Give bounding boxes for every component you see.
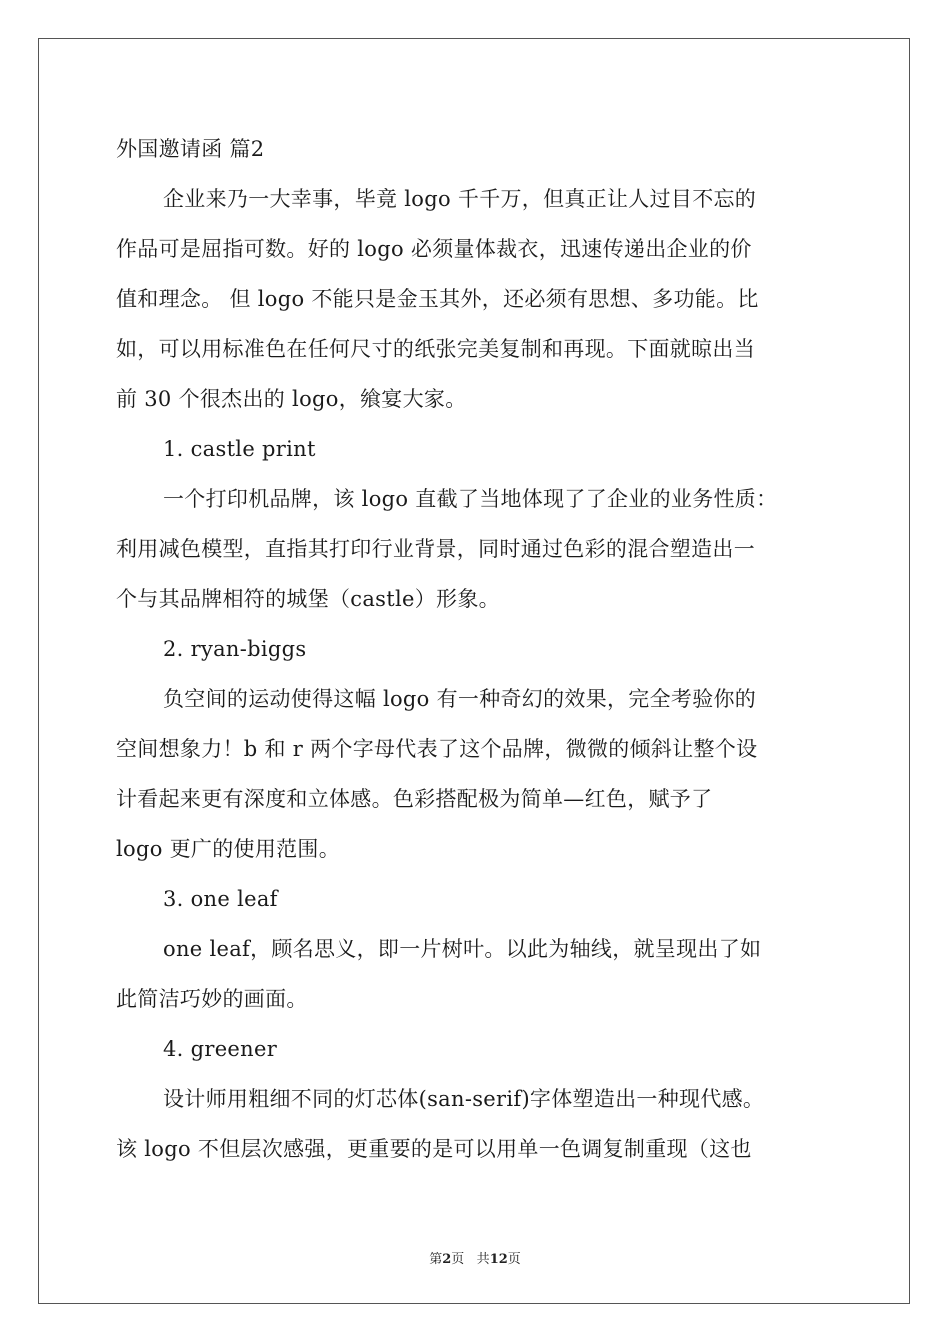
paragraph-line: 利用减色模型，直指其打印行业背景，同时通过色彩的混合塑造出一 xyxy=(116,537,755,561)
paragraph-line: 空间想象力！b 和 r 两个字母代表了这个品牌，微微的倾斜让整个设 xyxy=(116,737,758,761)
page-prefix: 第 xyxy=(429,1252,443,1267)
page-number: 2 xyxy=(442,1252,452,1267)
paragraph-line: 作品可是屈指可数。好的 logo 必须量体裁衣，迅速传递出企业的价 xyxy=(116,237,752,261)
section-heading: 2. ryan-biggs xyxy=(163,637,307,661)
paragraph-line: 一个打印机品牌，该 logo 直截了当地体现了了企业的业务性质： xyxy=(163,487,778,511)
paragraph-line: 该 logo 不但层次感强，更重要的是可以用单一色调复制重现（这也 xyxy=(116,1137,752,1161)
paragraph-line: 企业来乃一大幸事，毕竟 logo 千千万，但真正让人过目不忘的 xyxy=(163,187,757,211)
total-suffix: 页 xyxy=(507,1252,521,1267)
section-heading: 4. greener xyxy=(163,1037,278,1061)
paragraph-line: one leaf，顾名思义，即一片树叶。以此为轴线，就呈现出了如 xyxy=(163,937,762,961)
page-suffix: 页 xyxy=(451,1252,465,1267)
section-heading: 3. one leaf xyxy=(163,887,278,911)
paragraph-line: 设计师用粗细不同的灯芯体(san-serif)字体塑造出一种现代感。 xyxy=(163,1087,765,1111)
section-heading: 1. castle print xyxy=(163,437,316,461)
paragraph-line: 值和理念。 但 logo 不能只是金玉其外，还必须有思想、多功能。比 xyxy=(116,287,759,311)
paragraph-line: logo 更广的使用范围。 xyxy=(116,837,341,861)
total-pages: 12 xyxy=(489,1252,508,1267)
paragraph-line: 前 30 个很杰出的 logo，飨宴大家。 xyxy=(116,387,467,411)
paragraph-line: 计看起来更有深度和立体感。色彩搭配极为简单—红色，赋予了 xyxy=(116,787,713,811)
paragraph-line: 个与其品牌相符的城堡（castle）形象。 xyxy=(116,587,500,611)
paragraph-line: 负空间的运动使得这幅 logo 有一种奇幻的效果，完全考验你的 xyxy=(163,687,757,711)
total-prefix: 共 xyxy=(476,1252,490,1267)
paragraph-line: 此简洁巧妙的画面。 xyxy=(116,987,308,1011)
document-title: 外国邀请函 篇2 xyxy=(116,137,265,161)
paragraph-line: 如，可以用标准色在任何尺寸的纸张完美复制和再现。下面就晾出当 xyxy=(116,337,755,361)
page-border xyxy=(38,38,910,1304)
page-footer xyxy=(0,1248,950,1267)
